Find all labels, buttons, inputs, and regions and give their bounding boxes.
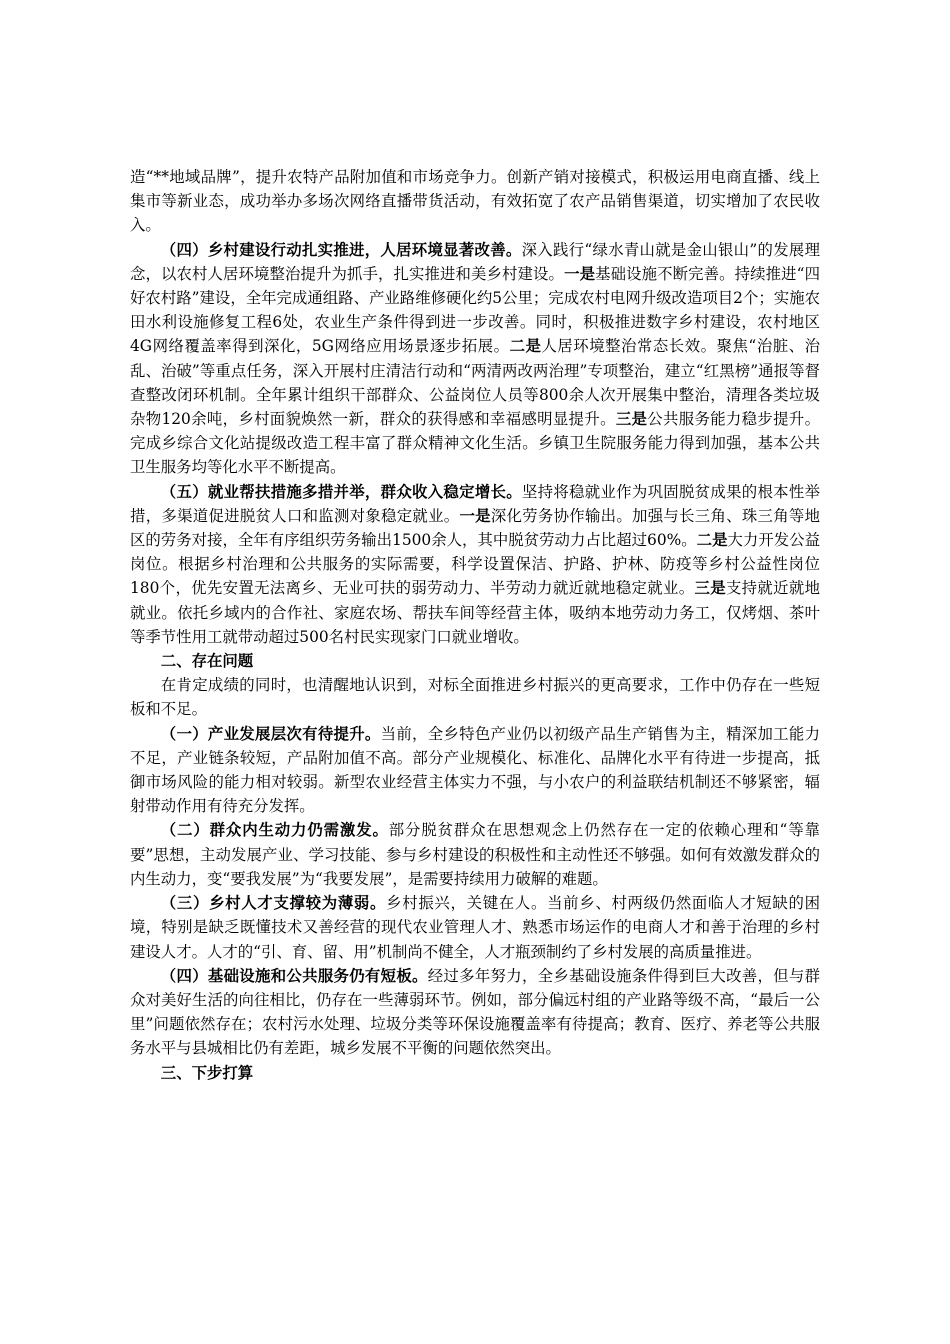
paragraph-text: 乡村振兴，关键在人。当前乡、村两级仍然面临人才短缺的困境，特别是缺乏既懂技术又善经营的现代农业管理人才、熟悉市场运作的电商人才和善于治理的乡村建设人才。人才的“引、育、留、用”机制尚不健全，人才瓶颈制约了乡村发展的高质量推进。 (130, 894, 820, 961)
subheading-rural-construction: （四）乡村建设行动扎实推进，人居环境显著改善。 (160, 240, 522, 259)
paragraph-continuation (130, 165, 820, 238)
paragraph-text: 经过多年努力，全乡基础设施条件得到巨大改善，但与群众对美好生活的向往相比，仍存在一些薄弱环节。例如，部分偏远村组的产业路等级不高，“最后一公里”问题依然存在；农村污水处理、垃圾分类等环保设施覆盖率有待提高；教育、医疗、养老等公共服务水平与县城相比仍有差距，城乡发展不平衡的问题依然突出。 (130, 966, 820, 1058)
paragraph-industry (130, 722, 820, 819)
paragraph-employment (130, 480, 820, 649)
paragraph-text: 支持就近就地就业。依托乡域内的合作社、家庭农场、帮扶车间等经营主体，吸纳本地劳动力务工，仅烤烟、茶叶等季节性用工就带动超过500名村民实现家门口就业增收。 (130, 579, 820, 646)
section-heading-text: 三、下步打算 (160, 1063, 254, 1082)
paragraph-rural-construction (130, 238, 820, 480)
paragraph-text: 造“**地域品牌”，提升农特产品附加值和市场竞争力。创新产销对接模式，积极运用电商直播、线上集市等新业态，成功举办多场次网络直播带货活动，有效拓宽了农产品销售渠道，切实增加了农民收入。 (130, 168, 820, 235)
point-marker: 一是 (564, 264, 596, 283)
paragraph-text: 当前，全乡特色产业仍以初级产品生产销售为主，精深加工能力不足，产业链条较短，产品附加值不高。部分产业规模化、标准化、品牌化水平有待进一步提高，抵御市场风险的能力相对较弱。新型农业经营主体实力不强，与小农户的利益联结机制还不够紧密，辐射带动作用有待充分发挥。 (130, 724, 820, 816)
subheading-industry: （一）产业发展层次有待提升。 (160, 724, 381, 743)
section-heading-text: 二、存在问题 (160, 652, 254, 671)
paragraph-text: 部分脱贫群众在思想观念上仍然存在一定的依赖心理和“等靠要”思想，主动发展产业、学习技能、参与乡村建设的积极性和主动性还不够强。如何有效激发群众的内生动力，变“要我发展”为“我要发展”，是需要持续用力破解的难题。 (130, 821, 820, 888)
subheading-motivation: （二）群众内生动力仍需激发。 (160, 821, 389, 840)
paragraph-text: 大力开发公益岗位。根据乡村治理和公共服务的实际需要，科学设置保洁、护路、护林、防疫等乡村公益性岗位180个，优先安置无法离乡、无业可扶的弱劳动力、半劳动力就近就地稳定就业。 (130, 531, 820, 598)
document-page (130, 165, 820, 1085)
section-heading-problems (130, 649, 820, 673)
paragraph-text: 在肯定成绩的同时，也清醒地认识到，对标全面推进乡村振兴的更高要求，工作中仍存在一些短板和不足。 (130, 676, 820, 719)
subheading-employment: （五）就业帮扶措施多措并举，群众收入稳定增长。 (160, 482, 522, 501)
paragraph-motivation (130, 818, 820, 891)
paragraph-problems-intro (130, 673, 820, 721)
subheading-talent: （三）乡村人才支撑较为薄弱。 (160, 894, 387, 913)
paragraph-text: 深入践行“绿水青山就是金山银山”的发展理念，以农村人居环境整治提升为抓手，扎实推进和美乡村建设。 (130, 240, 820, 283)
point-marker: 二是 (696, 531, 728, 550)
paragraph-text: 深化劳务协作输出。加强与长三角、珠三角等地区的劳务对接，全年有序组织劳务输出1500余人，其中脱贫劳动力占比超过60%。 (130, 506, 820, 550)
paragraph-text: 坚持将稳就业作为巩固脱贫成果的根本性举措，多渠道促进脱贫人口和监测对象稳定就业。 (130, 482, 820, 525)
point-marker: 一是 (459, 506, 491, 525)
paragraph-text: 基础设施不断完善。持续推进“四好农村路”建设，全年完成通组路、产业路维修硬化约5公里；完成农村电网升级改造项目2个；实施农田水利设施修复工程6处，农业生产条件得到进一步改善。同时，积极推进数字乡村建设，农村地区4G网络覆盖率得到深化，5G网络应用场景逐步拓展。 (130, 264, 820, 356)
paragraph-text: 人居环境整治常态长效。聚焦“治脏、治乱、治破”等重点任务，深入开展村庄清洁行动和“两清两改两治理”专项整治，建立“红黑榜”通报等督查整改闭环机制。全年累计组织干部群众、公益岗位人员等800余人次开展集中整治，清理各类垃圾杂物120余吨，乡村面貌焕然一新，群众的获得感和幸福感明显提升。 (130, 337, 820, 429)
point-marker: 二是 (509, 337, 542, 356)
point-marker: 三是 (694, 579, 726, 598)
paragraph-infrastructure (130, 964, 820, 1061)
paragraph-talent (130, 891, 820, 964)
section-heading-next-steps (130, 1061, 820, 1085)
point-marker: 三是 (615, 410, 648, 429)
subheading-infrastructure: （四）基础设施和公共服务仍有短板。 (160, 966, 428, 985)
paragraph-text: 公共服务能力稳步提升。完成乡综合文化站提级改造工程丰富了群众精神文化生活。乡镇卫生院服务能力得到加强，基本公共卫生服务均等化水平不断提高。 (130, 410, 820, 477)
